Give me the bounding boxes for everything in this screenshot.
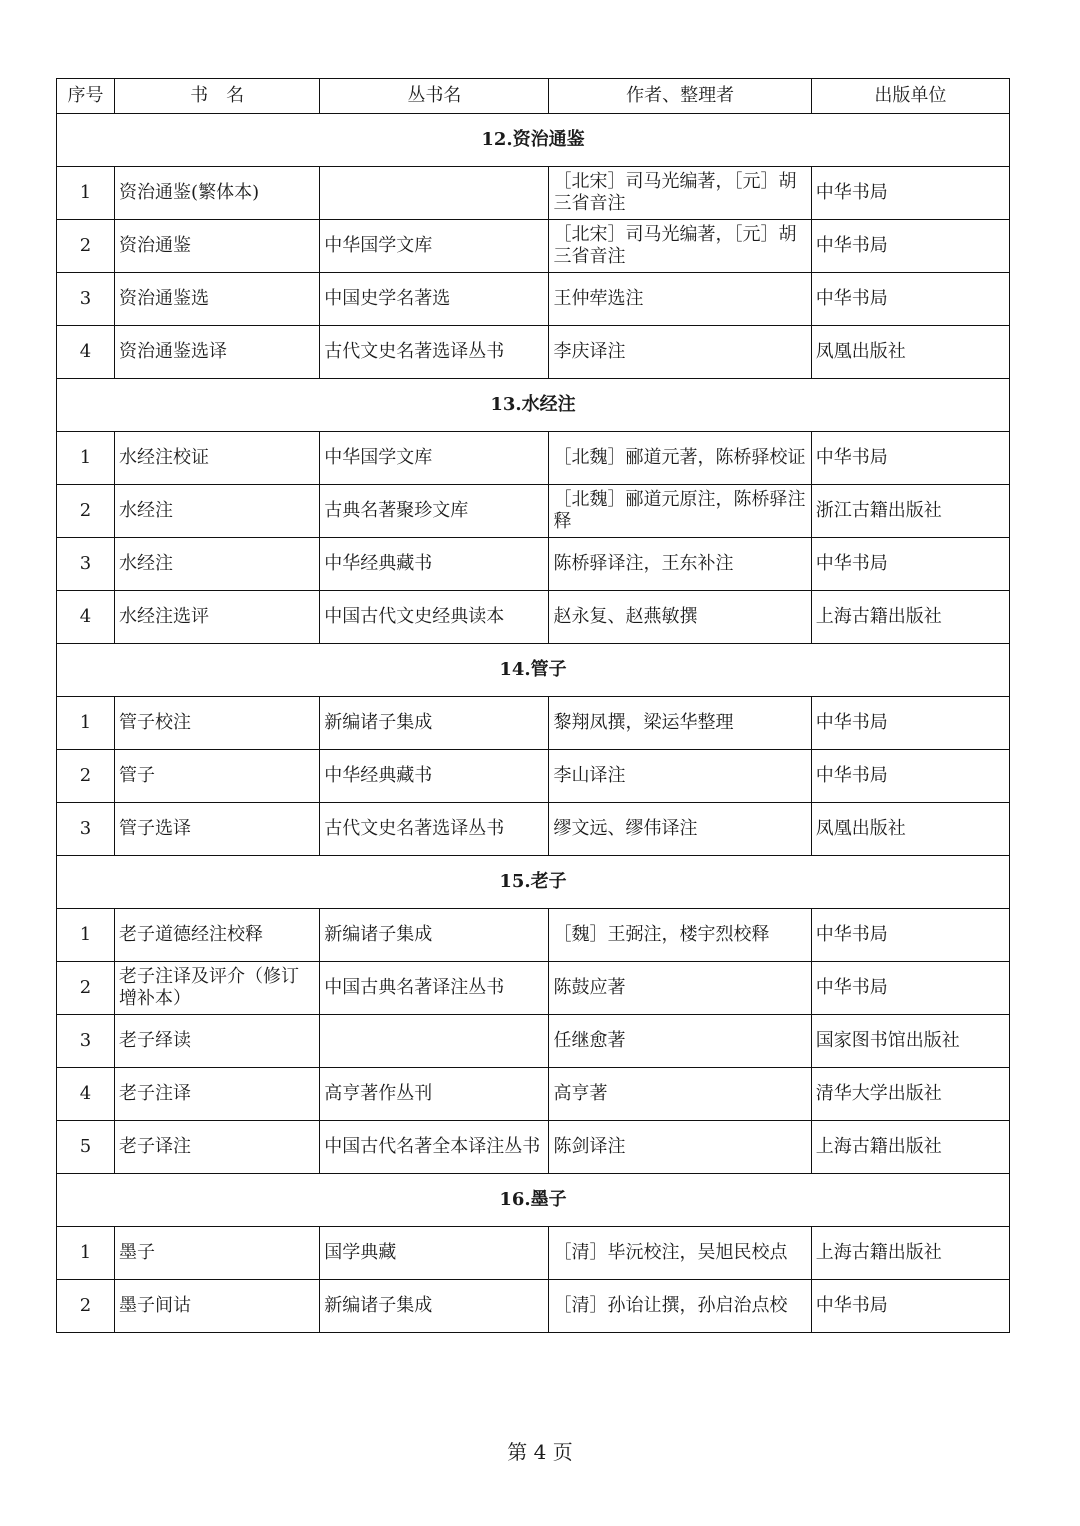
book-series: 中华经典藏书: [320, 750, 549, 803]
section-heading-row: [57, 644, 1010, 697]
section-heading-row: [57, 1174, 1010, 1227]
book-title: 墨子: [115, 1227, 320, 1280]
table-body: [57, 114, 1010, 1333]
book-author: 黎翔凤撰，梁运华整理: [549, 697, 811, 750]
table-row: [57, 697, 1010, 750]
book-title: 水经注: [115, 538, 320, 591]
table-row: [57, 591, 1010, 644]
table-row: [57, 909, 1010, 962]
section-heading: 15.老子: [57, 856, 1010, 909]
book-publisher: 浙江古籍出版社: [811, 485, 1009, 538]
book-author: 任继愈著: [549, 1015, 811, 1068]
book-index: 2: [57, 485, 115, 538]
book-title: 水经注选评: [115, 591, 320, 644]
section-heading: 16.墨子: [57, 1174, 1010, 1227]
book-index: 1: [57, 697, 115, 750]
book-title: 资治通鉴选译: [115, 326, 320, 379]
book-publisher: 中华书局: [811, 909, 1009, 962]
book-series: 古代文史名著选译丛书: [320, 326, 549, 379]
book-series: 中华经典藏书: [320, 538, 549, 591]
book-index: 1: [57, 167, 115, 220]
section-heading-row: [57, 856, 1010, 909]
book-index: 3: [57, 803, 115, 856]
book-index: 3: [57, 273, 115, 326]
book-publisher: 上海古籍出版社: [811, 591, 1009, 644]
book-author: ［北魏］郦道元著，陈桥驿校证: [549, 432, 811, 485]
book-series: 古典名著聚珍文库: [320, 485, 549, 538]
book-index: 3: [57, 538, 115, 591]
book-publisher: 清华大学出版社: [811, 1068, 1009, 1121]
section-heading: 13.水经注: [57, 379, 1010, 432]
header-index: 序号: [57, 79, 115, 114]
book-index: 2: [57, 220, 115, 273]
table-header-row: [57, 79, 1010, 114]
book-index: 1: [57, 909, 115, 962]
book-series: 新编诸子集成: [320, 697, 549, 750]
book-publisher: 凤凰出版社: [811, 326, 1009, 379]
book-author: ［北宋］司马光编著，［元］胡三省音注: [549, 220, 811, 273]
table-row: [57, 485, 1010, 538]
book-series: 国学典藏: [320, 1227, 549, 1280]
book-title: 水经注: [115, 485, 320, 538]
book-index: 2: [57, 1280, 115, 1333]
book-series: 古代文史名著选译丛书: [320, 803, 549, 856]
table-row: [57, 220, 1010, 273]
book-author: 陈剑译注: [549, 1121, 811, 1174]
book-publisher: 中华书局: [811, 750, 1009, 803]
book-title: 老子绎读: [115, 1015, 320, 1068]
book-series: 中国古典名著译注丛书: [320, 962, 549, 1015]
book-series: 中华国学文库: [320, 220, 549, 273]
book-series: 中华国学文库: [320, 432, 549, 485]
section-heading: 14.管子: [57, 644, 1010, 697]
book-publisher: 中华书局: [811, 962, 1009, 1015]
section-heading-row: [57, 114, 1010, 167]
book-series: 新编诸子集成: [320, 909, 549, 962]
book-index: 2: [57, 962, 115, 1015]
book-publisher: 凤凰出版社: [811, 803, 1009, 856]
book-title: 老子注译及评介（修订增补本）: [115, 962, 320, 1015]
table-row: [57, 1068, 1010, 1121]
table-row: [57, 1015, 1010, 1068]
page-number: 第 4 页: [507, 1440, 573, 1464]
table-row: [57, 803, 1010, 856]
book-index: 5: [57, 1121, 115, 1174]
book-publisher: 中华书局: [811, 432, 1009, 485]
book-author: 王仲荦选注: [549, 273, 811, 326]
book-title: 资治通鉴(繁体本): [115, 167, 320, 220]
book-series: 中国古代名著全本译注丛书: [320, 1121, 549, 1174]
book-title: 水经注校证: [115, 432, 320, 485]
book-index: 1: [57, 1227, 115, 1280]
book-series: [320, 1015, 549, 1068]
book-series: [320, 167, 549, 220]
section-heading: 12.资治通鉴: [57, 114, 1010, 167]
book-publisher: 国家图书馆出版社: [811, 1015, 1009, 1068]
book-index: 4: [57, 1068, 115, 1121]
book-index: 3: [57, 1015, 115, 1068]
book-title: 老子注译: [115, 1068, 320, 1121]
book-title: 资治通鉴: [115, 220, 320, 273]
book-author: ［北魏］郦道元原注，陈桥驿注释: [549, 485, 811, 538]
table-row: [57, 1227, 1010, 1280]
book-title: 管子: [115, 750, 320, 803]
book-index: 4: [57, 326, 115, 379]
book-index: 2: [57, 750, 115, 803]
book-series: 中国史学名著选: [320, 273, 549, 326]
table-row: [57, 167, 1010, 220]
book-series: 新编诸子集成: [320, 1280, 549, 1333]
book-author: ［清］孙诒让撰，孙启治点校: [549, 1280, 811, 1333]
book-title: 老子道德经注校释: [115, 909, 320, 962]
book-index: 4: [57, 591, 115, 644]
book-author: 李山译注: [549, 750, 811, 803]
book-author: 陈鼓应著: [549, 962, 811, 1015]
book-author: ［北宋］司马光编著，［元］胡三省音注: [549, 167, 811, 220]
book-author: 高亨著: [549, 1068, 811, 1121]
book-title: 管子选译: [115, 803, 320, 856]
book-title: 老子译注: [115, 1121, 320, 1174]
book-author: 缪文远、缪伟译注: [549, 803, 811, 856]
book-publisher: 中华书局: [811, 167, 1009, 220]
table-row: [57, 273, 1010, 326]
table-row: [57, 538, 1010, 591]
table-row: [57, 750, 1010, 803]
header-series: 丛书名: [320, 79, 549, 114]
book-author: 李庆译注: [549, 326, 811, 379]
book-author: ［魏］王弼注，楼宇烈校释: [549, 909, 811, 962]
book-author: ［清］毕沅校注，吴旭民校点: [549, 1227, 811, 1280]
book-author: 陈桥驿译注，王东补注: [549, 538, 811, 591]
table-row: [57, 1121, 1010, 1174]
book-publisher: 上海古籍出版社: [811, 1121, 1009, 1174]
book-title: 墨子间诂: [115, 1280, 320, 1333]
table-row: [57, 326, 1010, 379]
section-heading-row: [57, 379, 1010, 432]
table-row: [57, 1280, 1010, 1333]
header-publisher: 出版单位: [811, 79, 1009, 114]
book-series: 高亨著作丛刊: [320, 1068, 549, 1121]
book-publisher: 中华书局: [811, 273, 1009, 326]
table-row: [57, 962, 1010, 1015]
header-title: 书 名: [115, 79, 320, 114]
book-index: 1: [57, 432, 115, 485]
book-publisher: 上海古籍出版社: [811, 1227, 1009, 1280]
header-author: 作者、整理者: [549, 79, 811, 114]
book-publisher: 中华书局: [811, 1280, 1009, 1333]
book-publisher: 中华书局: [811, 538, 1009, 591]
book-list-table: [56, 78, 1010, 1333]
book-series: 中国古代文史经典读本: [320, 591, 549, 644]
book-title: 资治通鉴选: [115, 273, 320, 326]
book-publisher: 中华书局: [811, 697, 1009, 750]
book-publisher: 中华书局: [811, 220, 1009, 273]
book-title: 管子校注: [115, 697, 320, 750]
book-author: 赵永复、赵燕敏撰: [549, 591, 811, 644]
table-row: [57, 432, 1010, 485]
